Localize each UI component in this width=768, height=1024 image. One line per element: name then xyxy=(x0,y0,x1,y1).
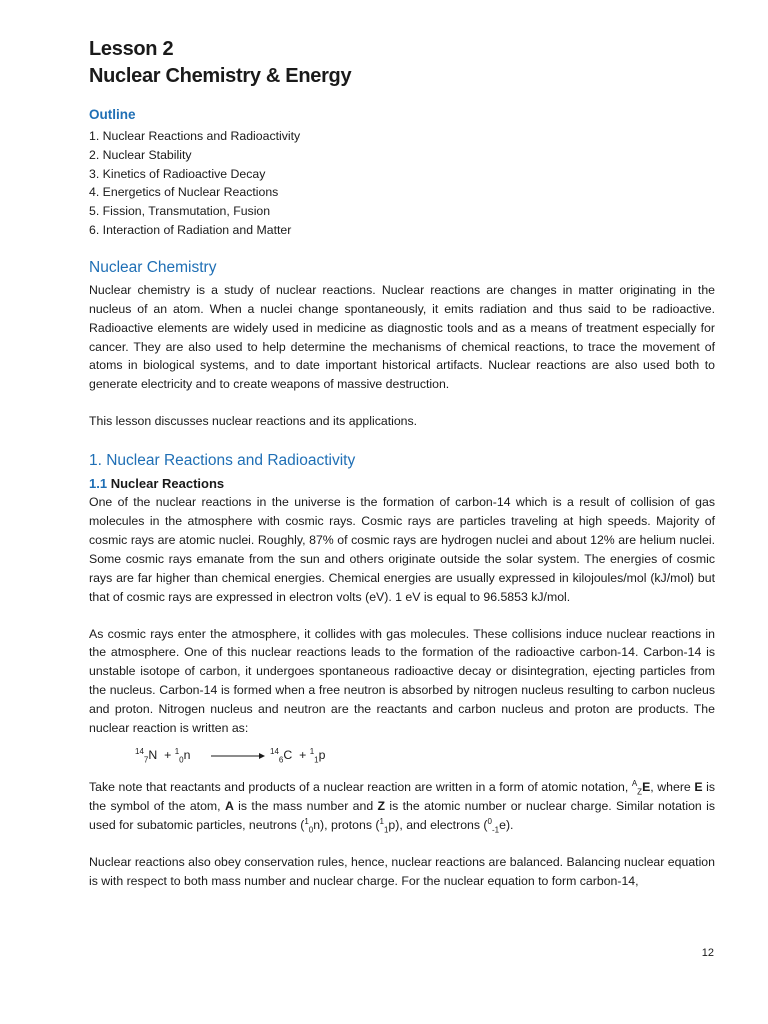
paragraph: One of the nuclear reactions in the universe is the formation of carbon-14 which is a result of collision of gas molecules in the atmosphere with cosmic rays. Cosmic rays are particles traveling at high speeds. Majority of cosmic rays are atomic nuclei. Roughly, 87% of cosmic rays are hydrogen nuclei and about 12% are helium nuclei. Some cosmic rays emanate from the sun and others originate outside the solar system. The energies of cosmic rays are far higher than chemical energies. Chemical energies are usually expressed in kilojoules/mol (kJ/mol) but that of cosmic rays are expressed in electron volts (eV). 1 eV is equal to 96.5853 kJ/mol. xyxy=(89,495,715,604)
document-page xyxy=(89,36,715,891)
paragraph: As cosmic rays enter the atmosphere, it collides with gas molecules. These collisions induce nuclear reactions in the atmosphere. One of this nuclear reactions leads to the formation of the radioactive carbon-14. Carbon-14 is unstable isotope of carbon, it undergoes spontaneous radioactive decay or disintegration, ejecting particles from the nucleus. Carbon-14 is formed when a free neutron is absorbed by nitrogen nucleus resulting to carbon nucleus and proton. Nitrogen nucleus and neutron are the reactants and carbon nucleus and proton are products. The nuclear reaction is written as: xyxy=(89,626,715,736)
nuclear-equation xyxy=(89,738,715,778)
outline-item: 5. Fission, Transmutation, Fusion xyxy=(89,204,271,219)
section-heading-nuclear-chemistry: Nuclear Chemistry xyxy=(89,258,217,276)
lesson-title: Nuclear Chemistry & Energy xyxy=(89,65,352,87)
reaction-arrow-icon xyxy=(211,751,265,761)
paragraph: Nuclear reactions also obey conservation rules, hence, nuclear reactions are balanced. Balancing nuclear equation is with respect to both mass number and nuclear charge. For the nuclear equation to form carbon-14, xyxy=(89,854,715,888)
paragraph: This lesson discusses nuclear reactions and its applications. xyxy=(89,414,418,429)
outline-heading: Outline xyxy=(89,107,136,122)
outline-list xyxy=(89,127,715,240)
subsection-heading xyxy=(89,474,715,493)
paragraph: Nuclear chemistry is a study of nuclear reactions. Nuclear reactions are changes in matter originating in the nucleus of an atom. When a nuclei change spontaneously, it emits radiation and thus said to be radioactive. Radioactive elements are widely used in medicine as diagnostic tools and as a means of treatment especially for cancer. They are also used to help determine the mechanisms of chemical reactions, to trace the movement of atoms in biological systems, and to date important historical artifacts. Nuclear reactions are also used both to generate electricity and to create weapons of massive destruction. xyxy=(89,282,715,392)
outline-item: 6. Interaction of Radiation and Matter xyxy=(89,222,292,237)
equation-reactants: $^{14}_7$N + $^1_0$n xyxy=(135,746,191,765)
equation-products: $^{14}_6$C + $^1_1$p xyxy=(270,746,326,765)
subsection-title: Nuclear Reactions xyxy=(110,476,225,492)
outline-item: 4. Energetics of Nuclear Reactions xyxy=(89,185,279,200)
outline-item: 1. Nuclear Reactions and Radioactivity xyxy=(89,129,301,143)
outline-item: 3. Kinetics of Radioactive Decay xyxy=(89,166,266,181)
subsection-number: 1.1 xyxy=(89,476,108,492)
page-number: 12 xyxy=(701,947,714,959)
lesson-number: Lesson 2 xyxy=(89,38,174,60)
outline-item: 2. Nuclear Stability xyxy=(89,147,192,162)
paragraph: Take note that reactants and products of a nuclear reaction are written in a form of atomic notation, $^A_Z$E, where E is the symbol of the atom, A is the mass number and Z is the atomic number or nuclear charge. Similar notation is used for subatomic particles, neutrons ($^1_0$n), protons ($^1_1$p), and electrons ($^0_{-1}$e). xyxy=(89,778,715,835)
section-heading-nuclear-reactions: 1. Nuclear Reactions and Radioactivity xyxy=(89,452,356,470)
